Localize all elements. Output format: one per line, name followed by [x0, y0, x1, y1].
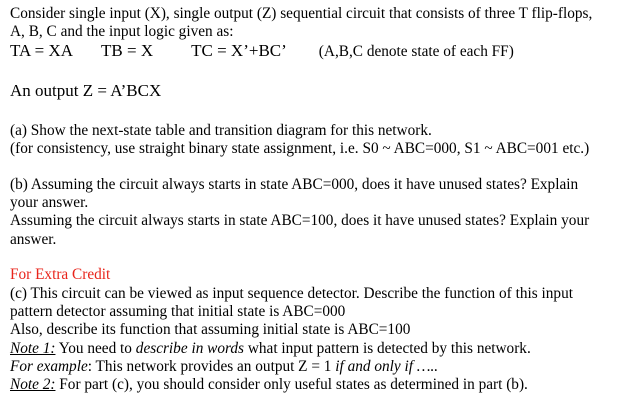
- example-line: [10, 358, 438, 376]
- part-b-line-2: your answer.: [10, 194, 89, 211]
- intro-line-1: Consider single input (X), single output (Z) sequential circuit that consists of three T flip-flops,: [10, 5, 593, 22]
- equation-ta: TA = XA: [10, 41, 74, 60]
- note-2-line: [10, 376, 528, 394]
- note-1-label: Note 1:: [10, 340, 56, 357]
- part-b-line-3: Assuming the circuit always starts in state ABC=100, does it have unused states? Explain your: [10, 212, 590, 229]
- example-emphasis: if and only if: [335, 358, 414, 375]
- note-2-text: For part (c), you should consider only useful states as determined in part (b).: [55, 376, 528, 393]
- equation-tc: TC = X’+BC’: [191, 41, 287, 60]
- part-c-line-2: pattern detector assuming that initial state is ABC=000: [10, 303, 346, 320]
- part-b-line-1: (b) Assuming the circuit always starts in state ABC=000, does it have unused states? Explain: [10, 176, 579, 193]
- output-equation: An output Z = A’BCX: [10, 81, 162, 100]
- equation-tb: TB = X: [101, 41, 154, 60]
- part-b-line-4: answer.: [10, 231, 57, 248]
- note-1-emphasis: describe in words: [135, 340, 245, 357]
- note-2-label: Note 2:: [10, 376, 56, 393]
- intro-line-2: A, B, C and the input logic given as:: [10, 23, 234, 40]
- equations-note: (A,B,C denote state of each FF): [318, 43, 514, 60]
- part-a-line-1: (a) Show the next-state table and transition diagram for this network.: [10, 122, 432, 139]
- example-ellipsis: …..: [413, 358, 439, 375]
- note-1-text-end: what input pattern is detected by this network.: [244, 340, 531, 357]
- note-1-line: [10, 340, 531, 358]
- equations-line: [10, 42, 514, 61]
- part-a-line-2: (for consistency, use straight binary state assignment, i.e. S0 ~ ABC=000, S1 ~ ABC=001 etc.): [10, 140, 590, 157]
- example-label: For example: [10, 358, 88, 375]
- part-c-line-1: (c) This circuit can be viewed as input sequence detector. Describe the function of this input: [10, 285, 573, 302]
- extra-credit-heading: For Extra Credit: [10, 266, 111, 283]
- note-1-text: You need to: [55, 340, 136, 357]
- part-c-line-3: Also, describe its function that assuming initial state is ABC=100: [10, 321, 411, 338]
- example-text: : This network provides an output Z = 1: [87, 358, 336, 375]
